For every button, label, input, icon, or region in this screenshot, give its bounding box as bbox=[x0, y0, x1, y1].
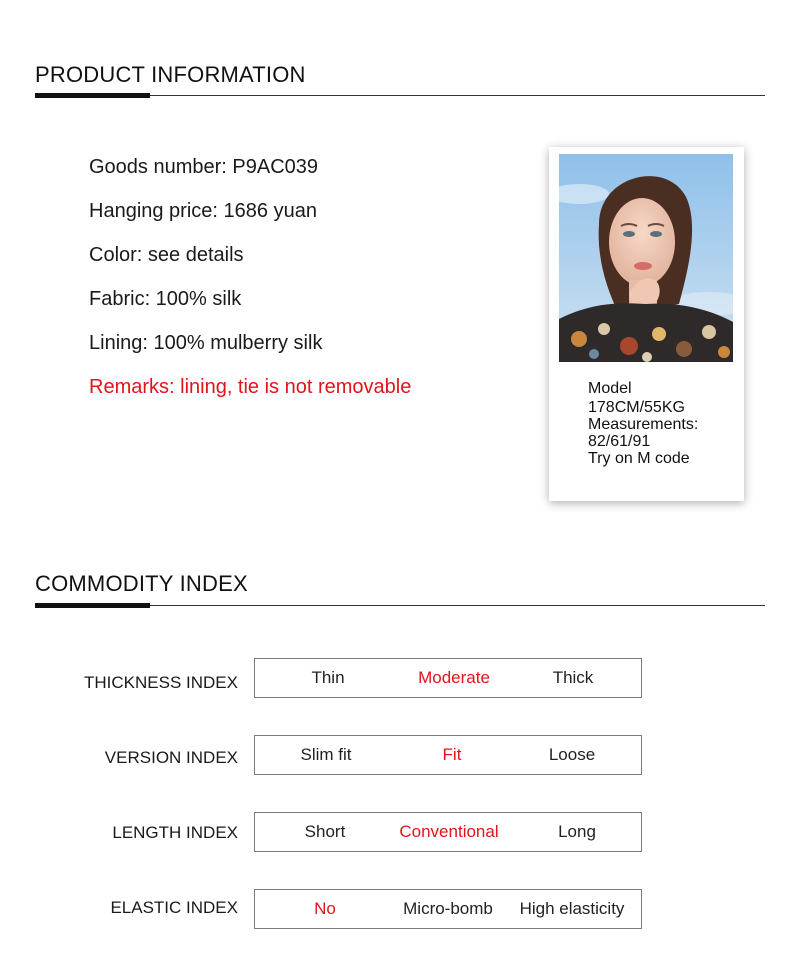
version-index-scale bbox=[254, 735, 642, 775]
model-measurements: 82/61/91 bbox=[588, 433, 651, 450]
thickness-option-moderate: Moderate bbox=[418, 668, 490, 687]
hanging-price: Hanging price: 1686 yuan bbox=[89, 200, 317, 222]
version-option-slim-fit: Slim fit bbox=[300, 745, 352, 764]
model-label: Model bbox=[588, 380, 632, 397]
thickness-option-thin: Thin bbox=[311, 668, 345, 687]
remarks: Remarks: lining, tie is not removable bbox=[89, 376, 412, 398]
model-details bbox=[588, 380, 738, 467]
fabric-info: Fabric: 100% silk bbox=[89, 288, 242, 310]
version-option-fit: Fit bbox=[442, 745, 462, 764]
thickness-index-scale bbox=[254, 658, 642, 698]
commodity-index-divider-accent bbox=[35, 603, 150, 608]
length-option-conventional: Conventional bbox=[399, 822, 499, 841]
elastic-index-label: ELASTIC INDEX bbox=[110, 898, 238, 917]
version-index-label: VERSION INDEX bbox=[104, 748, 238, 767]
product-info-title: PRODUCT INFORMATION bbox=[35, 62, 306, 87]
thickness-option-thick: Thick bbox=[552, 668, 594, 687]
thickness-index-label: THICKNESS INDEX bbox=[84, 673, 238, 692]
length-option-long: Long bbox=[558, 822, 596, 841]
elastic-option-no: No bbox=[314, 899, 336, 918]
model-size: 178CM/55KG bbox=[588, 399, 685, 416]
version-option-loose: Loose bbox=[548, 745, 596, 764]
lining-info: Lining: 100% mulberry silk bbox=[89, 332, 323, 354]
elastic-option-micro-bomb: Micro-bomb bbox=[403, 899, 493, 918]
commodity-index-title: COMMODITY INDEX bbox=[35, 571, 248, 596]
model-card bbox=[549, 147, 744, 501]
length-index-label: LENGTH INDEX bbox=[112, 823, 238, 842]
color-info: Color: see details bbox=[89, 244, 244, 266]
model-portrait-image bbox=[559, 154, 733, 362]
length-index-scale bbox=[254, 812, 642, 852]
model-measurements-label: Measurements: bbox=[588, 416, 699, 433]
model-photo bbox=[559, 154, 733, 362]
model-try-on: Try on M code bbox=[588, 450, 690, 467]
length-option-short: Short bbox=[304, 822, 346, 841]
goods-number: Goods number: P9AC039 bbox=[89, 156, 319, 178]
elastic-option-high-elasticity: High elasticity bbox=[519, 899, 625, 918]
elastic-index-scale bbox=[254, 889, 642, 929]
product-info-divider-accent bbox=[35, 93, 150, 98]
